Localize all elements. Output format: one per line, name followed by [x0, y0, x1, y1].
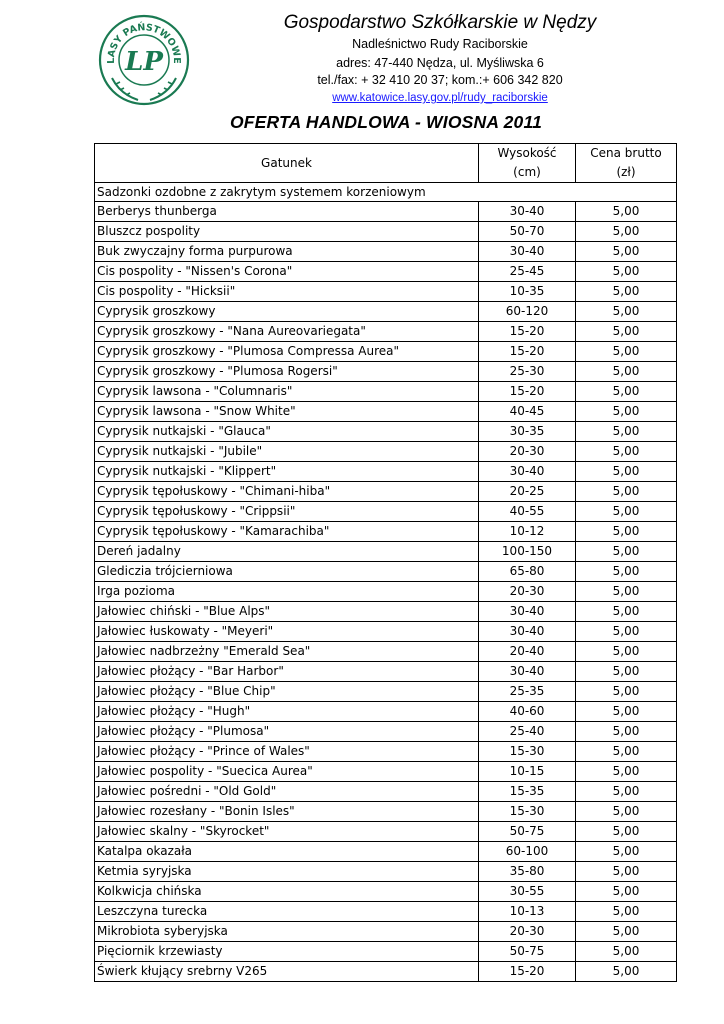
table-row — [95, 762, 677, 782]
species-cell: Cis pospolity - "Hicksii" — [95, 282, 479, 302]
species-cell: Jałowiec nadbrzeżny "Emerald Sea" — [95, 642, 479, 662]
table-row — [95, 362, 677, 382]
price-cell: 5,00 — [576, 402, 677, 422]
table-row — [95, 202, 677, 222]
species-cell: Jałowiec łuskowaty - "Meyeri" — [95, 622, 479, 642]
offer-table — [94, 143, 677, 982]
species-cell: Cyprysik groszkowy — [95, 302, 479, 322]
species-cell: Kolkwicja chińska — [95, 882, 479, 902]
section-row — [95, 183, 677, 202]
price-cell: 5,00 — [576, 382, 677, 402]
price-cell: 5,00 — [576, 482, 677, 502]
price-cell: 5,00 — [576, 202, 677, 222]
height-cell: 20-30 — [479, 582, 576, 602]
table-row — [95, 582, 677, 602]
height-cell: 25-35 — [479, 682, 576, 702]
logo-graphic — [98, 14, 190, 106]
table-row — [95, 342, 677, 362]
svg-text:LP: LP — [125, 47, 163, 77]
price-cell: 5,00 — [576, 462, 677, 482]
species-cell: Cyprysik groszkowy - "Plumosa Rogersi" — [95, 362, 479, 382]
table-row — [95, 542, 677, 562]
price-cell: 5,00 — [576, 802, 677, 822]
height-cell: 30-40 — [479, 462, 576, 482]
height-cell: 20-25 — [479, 482, 576, 502]
species-cell: Jałowiec rozesłany - "Bonin Isles" — [95, 802, 479, 822]
height-cell: 60-100 — [479, 842, 576, 862]
species-cell: Ketmia syryjska — [95, 862, 479, 882]
price-cell: 5,00 — [576, 902, 677, 922]
table-row — [95, 742, 677, 762]
section-heading: Sadzonki ozdobne z zakrytym systemem korzeniowym — [95, 183, 677, 202]
species-cell: Cyprysik tępołuskowy - "Crippsii" — [95, 502, 479, 522]
table-row — [95, 722, 677, 742]
contact-phones: tel./fax: + 32 410 20 37; kom.:+ 606 342 820 — [317, 73, 563, 87]
species-cell: Jałowiec płożący - "Hugh" — [95, 702, 479, 722]
species-cell: Cyprysik lawsona - "Columnaris" — [95, 382, 479, 402]
price-cell: 5,00 — [576, 622, 677, 642]
height-cell: 10-13 — [479, 902, 576, 922]
price-cell: 5,00 — [576, 722, 677, 742]
price-cell: 5,00 — [576, 262, 677, 282]
price-cell: 5,00 — [576, 702, 677, 722]
height-cell: 50-75 — [479, 942, 576, 962]
species-cell: Cyprysik tępołuskowy - "Chimani-hiba" — [95, 482, 479, 502]
price-cell: 5,00 — [576, 322, 677, 342]
table-row — [95, 862, 677, 882]
height-cell: 50-75 — [479, 822, 576, 842]
species-cell: Jałowiec pospolity - "Suecica Aurea" — [95, 762, 479, 782]
website-link[interactable]: www.katowice.lasy.gov.pl/rudy_raciborskie — [332, 92, 548, 104]
price-cell: 5,00 — [576, 662, 677, 682]
table-row — [95, 902, 677, 922]
table-row — [95, 782, 677, 802]
species-cell: Jałowiec chiński - "Blue Alps" — [95, 602, 479, 622]
table-row — [95, 502, 677, 522]
price-cell: 5,00 — [576, 682, 677, 702]
species-cell: Jałowiec płożący - "Blue Chip" — [95, 682, 479, 702]
price-cell: 5,00 — [576, 962, 677, 982]
species-cell: Buk zwyczajny forma purpurowa — [95, 242, 479, 262]
height-header-line2: (cm) — [513, 165, 541, 179]
height-cell: 40-45 — [479, 402, 576, 422]
species-cell: Jałowiec płożący - "Prince of Wales" — [95, 742, 479, 762]
height-cell: 30-35 — [479, 422, 576, 442]
height-cell: 20-30 — [479, 442, 576, 462]
column-header-species: Gatunek — [95, 144, 479, 183]
height-cell: 15-35 — [479, 782, 576, 802]
table-row — [95, 842, 677, 862]
price-cell: 5,00 — [576, 642, 677, 662]
species-cell: Berberys thunberga — [95, 202, 479, 222]
svg-text:LASY PAŃSTWOWE: LASY PAŃSTWOWE — [105, 22, 183, 64]
height-header-line1: Wysokość — [497, 146, 557, 160]
species-cell: Jałowiec pośredni - "Old Gold" — [95, 782, 479, 802]
height-cell: 10-35 — [479, 282, 576, 302]
species-cell: Katalpa okazała — [95, 842, 479, 862]
table-row — [95, 882, 677, 902]
table-row — [95, 262, 677, 282]
table-row — [95, 482, 677, 502]
height-cell: 25-45 — [479, 262, 576, 282]
height-cell: 30-40 — [479, 622, 576, 642]
table-row — [95, 422, 677, 442]
height-cell: 15-20 — [479, 342, 576, 362]
price-cell: 5,00 — [576, 542, 677, 562]
species-cell: Świerk kłujący srebrny V265 — [95, 962, 479, 982]
species-cell: Irga pozioma — [95, 582, 479, 602]
price-cell: 5,00 — [576, 942, 677, 962]
price-header-line1: Cena brutto — [590, 146, 662, 160]
table-row — [95, 302, 677, 322]
price-cell: 5,00 — [576, 602, 677, 622]
table-row — [95, 222, 677, 242]
height-cell: 30-55 — [479, 882, 576, 902]
table-row — [95, 922, 677, 942]
table-row — [95, 662, 677, 682]
company-name: Gospodarstwo Szkółkarskie w Nędzy — [283, 12, 597, 33]
price-cell: 5,00 — [576, 562, 677, 582]
lasy-panstwowe-logo — [98, 14, 190, 106]
species-cell: Cyprysik groszkowy - "Plumosa Compressa Aurea" — [95, 342, 479, 362]
height-cell: 30-40 — [479, 602, 576, 622]
height-cell: 20-30 — [479, 922, 576, 942]
address: adres: 47-440 Nędza, ul. Myśliwska 6 — [336, 56, 544, 70]
price-cell: 5,00 — [576, 522, 677, 542]
price-cell: 5,00 — [576, 582, 677, 602]
species-cell: Cyprysik groszkowy - "Nana Aureovariegata" — [95, 322, 479, 342]
height-cell: 20-40 — [479, 642, 576, 662]
price-cell: 5,00 — [576, 502, 677, 522]
species-cell: Mikrobiota syberyjska — [95, 922, 479, 942]
height-cell: 25-30 — [479, 362, 576, 382]
price-cell: 5,00 — [576, 302, 677, 322]
species-cell: Dereń jadalny — [95, 542, 479, 562]
species-cell: Pięciornik krzewiasty — [95, 942, 479, 962]
price-cell: 5,00 — [576, 742, 677, 762]
height-cell: 15-30 — [479, 802, 576, 822]
price-cell: 5,00 — [576, 922, 677, 942]
height-cell: 50-70 — [479, 222, 576, 242]
column-header-height — [479, 144, 576, 183]
table-row — [95, 802, 677, 822]
table-row — [95, 462, 677, 482]
height-cell: 30-40 — [479, 202, 576, 222]
table-row — [95, 382, 677, 402]
species-cell: Cyprysik nutkajski - "Glauca" — [95, 422, 479, 442]
price-cell: 5,00 — [576, 862, 677, 882]
column-header-price — [576, 144, 677, 183]
price-cell: 5,00 — [576, 442, 677, 462]
species-cell: Cyprysik lawsona - "Snow White" — [95, 402, 479, 422]
species-cell: Jałowiec płożący - "Bar Harbor" — [95, 662, 479, 682]
species-cell: Cyprysik nutkajski - "Jubile" — [95, 442, 479, 462]
height-cell: 40-55 — [479, 502, 576, 522]
height-cell: 15-20 — [479, 322, 576, 342]
height-cell: 65-80 — [479, 562, 576, 582]
price-cell: 5,00 — [576, 222, 677, 242]
height-cell: 15-30 — [479, 742, 576, 762]
table-row — [95, 642, 677, 662]
height-cell: 10-12 — [479, 522, 576, 542]
table-row — [95, 562, 677, 582]
price-cell: 5,00 — [576, 362, 677, 382]
price-cell: 5,00 — [576, 882, 677, 902]
height-cell: 25-40 — [479, 722, 576, 742]
table-row — [95, 702, 677, 722]
height-cell: 60-120 — [479, 302, 576, 322]
price-cell: 5,00 — [576, 842, 677, 862]
height-cell: 100-150 — [479, 542, 576, 562]
price-cell: 5,00 — [576, 282, 677, 302]
table-row — [95, 942, 677, 962]
price-cell: 5,00 — [576, 422, 677, 442]
species-cell: Cyprysik nutkajski - "Klippert" — [95, 462, 479, 482]
table-row — [95, 402, 677, 422]
price-cell: 5,00 — [576, 822, 677, 842]
height-cell: 15-20 — [479, 962, 576, 982]
height-cell: 35-80 — [479, 862, 576, 882]
forest-district: Nadleśnictwo Rudy Raciborskie — [352, 37, 528, 51]
height-cell: 30-40 — [479, 242, 576, 262]
species-cell: Jałowiec płożący - "Plumosa" — [95, 722, 479, 742]
price-header-line2: (zł) — [616, 165, 636, 179]
price-cell: 5,00 — [576, 242, 677, 262]
price-cell: 5,00 — [576, 342, 677, 362]
table-row — [95, 622, 677, 642]
table-row — [95, 682, 677, 702]
table-row — [95, 602, 677, 622]
species-cell: Leszczyna turecka — [95, 902, 479, 922]
species-cell: Cyprysik tępołuskowy - "Kamarachiba" — [95, 522, 479, 542]
table-row — [95, 522, 677, 542]
table-row — [95, 282, 677, 302]
species-cell: Cis pospolity - "Nissen's Corona" — [95, 262, 479, 282]
species-cell: Glediczia trójcierniowa — [95, 562, 479, 582]
table-header-row — [95, 144, 677, 183]
offer-title: OFERTA HANDLOWA - WIOSNA 2011 — [229, 112, 543, 132]
height-cell: 40-60 — [479, 702, 576, 722]
height-cell: 30-40 — [479, 662, 576, 682]
species-cell: Bluszcz pospolity — [95, 222, 479, 242]
table-row — [95, 322, 677, 342]
price-cell: 5,00 — [576, 762, 677, 782]
table-row — [95, 962, 677, 982]
price-cell: 5,00 — [576, 782, 677, 802]
table-row — [95, 442, 677, 462]
height-cell: 15-20 — [479, 382, 576, 402]
table-row — [95, 822, 677, 842]
height-cell: 10-15 — [479, 762, 576, 782]
species-cell: Jałowiec skalny - "Skyrocket" — [95, 822, 479, 842]
table-row — [95, 242, 677, 262]
